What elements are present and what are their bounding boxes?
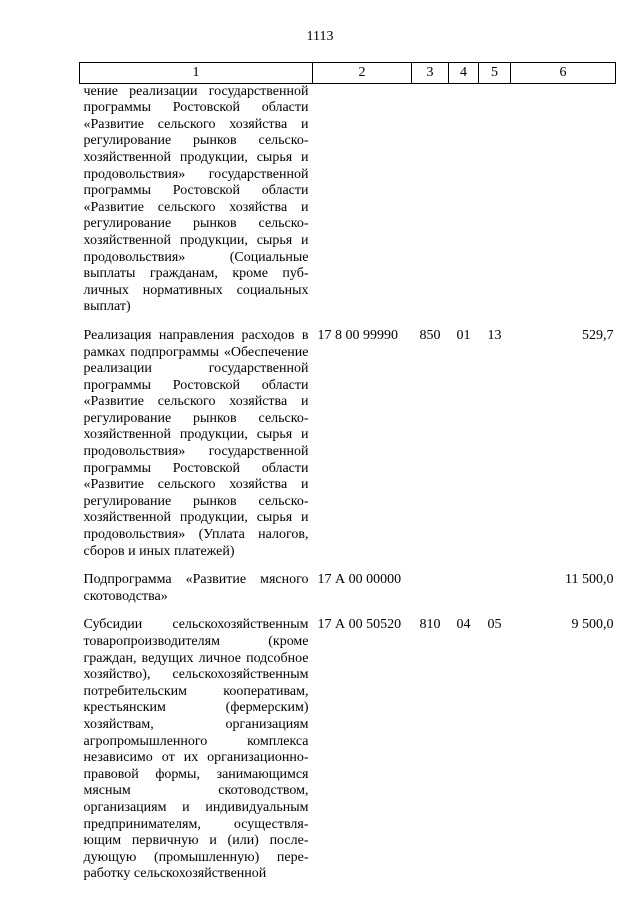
header-col-6: 6 xyxy=(511,63,616,84)
row-expense-type: 850 xyxy=(419,327,441,343)
budget-table xyxy=(79,62,616,883)
header-col-5: 5 xyxy=(479,63,511,84)
row-target-code: 17 8 00 99990 xyxy=(317,327,398,343)
row-expense-type: 810 xyxy=(419,617,441,633)
row-description: Подпрограмма «Развитие мясного скотоводства» xyxy=(83,572,309,604)
row-section xyxy=(449,560,479,605)
row-subsection: 13 xyxy=(487,327,502,343)
row-expense-type xyxy=(412,560,449,605)
row-description: Субсидии сельскохозяйственным товаропроизводителям (кроме граждан, ведущих личное подсобное хозяйство), сельскохозяйственным потребительским кооперативам, крестьянским (фермерским) хозяйствам, организациям агропромышленного комплекса независимо от их организационно-правовой формы, занимающимся мясным скотоводством, организациям и индивидуальным предпринимателям, осуществляющим первичную и (или) последующую (промышленную) переработку сельскохозяйственной xyxy=(83,617,309,882)
row-target-code xyxy=(313,83,412,316)
table-row xyxy=(80,316,616,560)
header-col-4: 4 xyxy=(449,63,479,84)
row-target-code: 17 А 00 50520 xyxy=(317,617,402,633)
row-description: чение реализации государственной программы Ростовской области «Развитие сельского хозяйства и регулирование рынков сельскохозяйственной продукции, сырья и продовольствия» государственной программы Ростовской области «Развитие сельского хозяйства и регулирование рынков сельскохозяйственной продукции, сырья и продовольствия» (Социальные выплаты гражданам, кроме публичных нормативных социальных выплат) xyxy=(83,83,309,315)
header-col-2: 2 xyxy=(313,63,412,84)
header-row xyxy=(80,63,616,84)
row-section: 01 xyxy=(456,327,471,343)
table-row xyxy=(80,83,616,316)
header-col-3: 3 xyxy=(412,63,449,84)
row-amount: 11 500,0 xyxy=(565,572,614,588)
row-amount xyxy=(511,83,616,316)
row-description: Реализация направления расходов в рамках подпрограммы «Обеспечение реализации государственной программы Ростовской области «Развитие сельского хозяйства и регулирование рынков сельскохозяйственной продукции, сырья и продовольствия» государственной программы Ростовской области «Развитие сельского хозяйства и регулирование рынков сельскохозяйственной продукции, сырья и продовольствия» (Уплата налогов, сборов и иных платежей) xyxy=(83,327,309,559)
table-row xyxy=(80,560,616,605)
row-subsection xyxy=(479,83,511,316)
row-amount: 529,7 xyxy=(582,327,614,343)
row-expense-type xyxy=(412,83,449,316)
table-row xyxy=(80,605,616,883)
row-subsection: 05 xyxy=(487,617,502,633)
row-section: 04 xyxy=(456,617,471,633)
table-body xyxy=(80,83,616,883)
table-header xyxy=(80,63,616,84)
row-amount: 9 500,0 xyxy=(571,617,614,633)
row-section xyxy=(449,83,479,316)
page-number: 1113 xyxy=(306,29,334,44)
row-subsection xyxy=(479,560,511,605)
row-target-code: 17 А 00 00000 xyxy=(317,572,402,588)
header-col-1: 1 xyxy=(80,63,313,84)
